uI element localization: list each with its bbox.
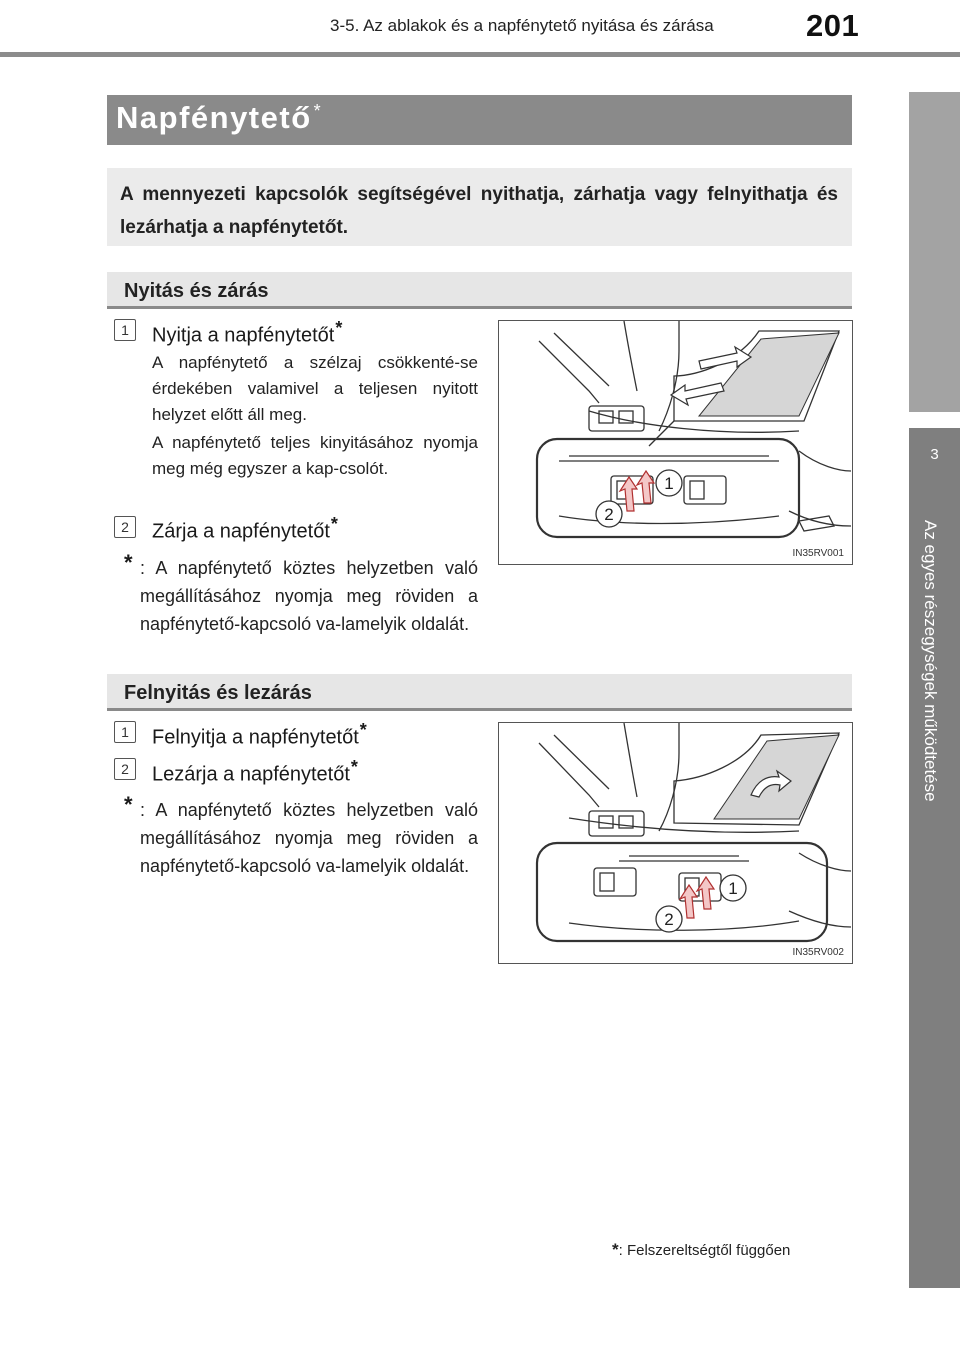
figure-open-close bbox=[498, 320, 853, 565]
figure-code: IN35RV002 bbox=[792, 947, 844, 958]
illustration-ceiling-switch-2 bbox=[499, 723, 852, 963]
step-number-badge: 2 bbox=[114, 758, 136, 780]
step-close-asterisk: * bbox=[330, 514, 338, 534]
callout-2: 2 bbox=[604, 505, 614, 524]
footnote bbox=[612, 1240, 790, 1260]
step-tilt-down-label bbox=[152, 757, 358, 787]
callout-1: 1 bbox=[664, 474, 674, 493]
title-asterisk: * bbox=[313, 100, 323, 121]
callout-2: 2 bbox=[664, 910, 674, 929]
note-intermediate-stop: : A napfénytető köztes helyzetben való megállításához nyomja meg röviden a napfénytető-kapcsoló va-lamelyik oldalát. bbox=[140, 800, 478, 876]
running-header: 3-5. Az ablakok és a napfénytető nyitása és zárása bbox=[330, 16, 714, 35]
side-tab-upper bbox=[909, 92, 960, 412]
section-heading-tilt: Felnyitás és lezárás bbox=[124, 682, 312, 704]
footnote-text: : Felszereltségtől függően bbox=[618, 1242, 791, 1259]
figure-tilt bbox=[498, 722, 853, 964]
callout-1: 1 bbox=[728, 879, 738, 898]
step-close-text: Zárja a napfénytetőt bbox=[152, 520, 330, 543]
step-open-label bbox=[152, 318, 342, 348]
paragraph-open-full: A napfénytető teljes kinyitásához nyomja meg még egyszer a kap-csolót. bbox=[152, 433, 478, 478]
note-asterisk: * bbox=[124, 792, 133, 817]
footnote-asterisk: * bbox=[612, 1240, 619, 1259]
step-number-badge: 1 bbox=[114, 721, 136, 743]
paragraph-open-stop: A napfénytető a szélzaj csökkenté-se érdekében valamivel a teljesen nyitott helyzet előtt áll meg. bbox=[152, 353, 478, 424]
step-tilt-up-label bbox=[152, 720, 367, 750]
step-number-badge: 2 bbox=[114, 516, 136, 538]
step-open-text: Nyitja a napfénytetőt bbox=[152, 324, 335, 347]
note-asterisk: * bbox=[124, 550, 133, 575]
step-tilt-down-text: Lezárja a napfénytetőt bbox=[152, 763, 350, 786]
figure-code: IN35RV001 bbox=[792, 548, 844, 559]
page-title-text: Napfénytető bbox=[116, 100, 312, 135]
page-title bbox=[116, 100, 322, 136]
chapter-label: Az egyes részegységek működtetése bbox=[921, 520, 940, 802]
intro-text: A mennyezeti kapcsolók segítségével nyithatja, zárhatja vagy felnyithatja és lezárhatja a napfénytetőt. bbox=[120, 184, 838, 238]
step-close-label bbox=[152, 514, 338, 544]
step-open-asterisk: * bbox=[335, 318, 343, 338]
section-heading-open-close: Nyitás és zárás bbox=[124, 280, 269, 302]
step-tilt-down-asterisk: * bbox=[350, 757, 358, 777]
illustration-ceiling-switch-1 bbox=[499, 321, 852, 564]
note-intermediate-stop: : A napfénytető köztes helyzetben való megállításához nyomja meg röviden a napfénytető-kapcsoló va-lamelyik oldalát. bbox=[140, 558, 478, 634]
step-tilt-up-asterisk: * bbox=[359, 720, 367, 740]
step-tilt-up-text: Felnyitja a napfénytetőt bbox=[152, 726, 359, 749]
header-divider bbox=[0, 52, 960, 57]
chapter-number: 3 bbox=[930, 446, 939, 463]
page-number: 201 bbox=[806, 8, 860, 43]
step-number-badge: 1 bbox=[114, 319, 136, 341]
